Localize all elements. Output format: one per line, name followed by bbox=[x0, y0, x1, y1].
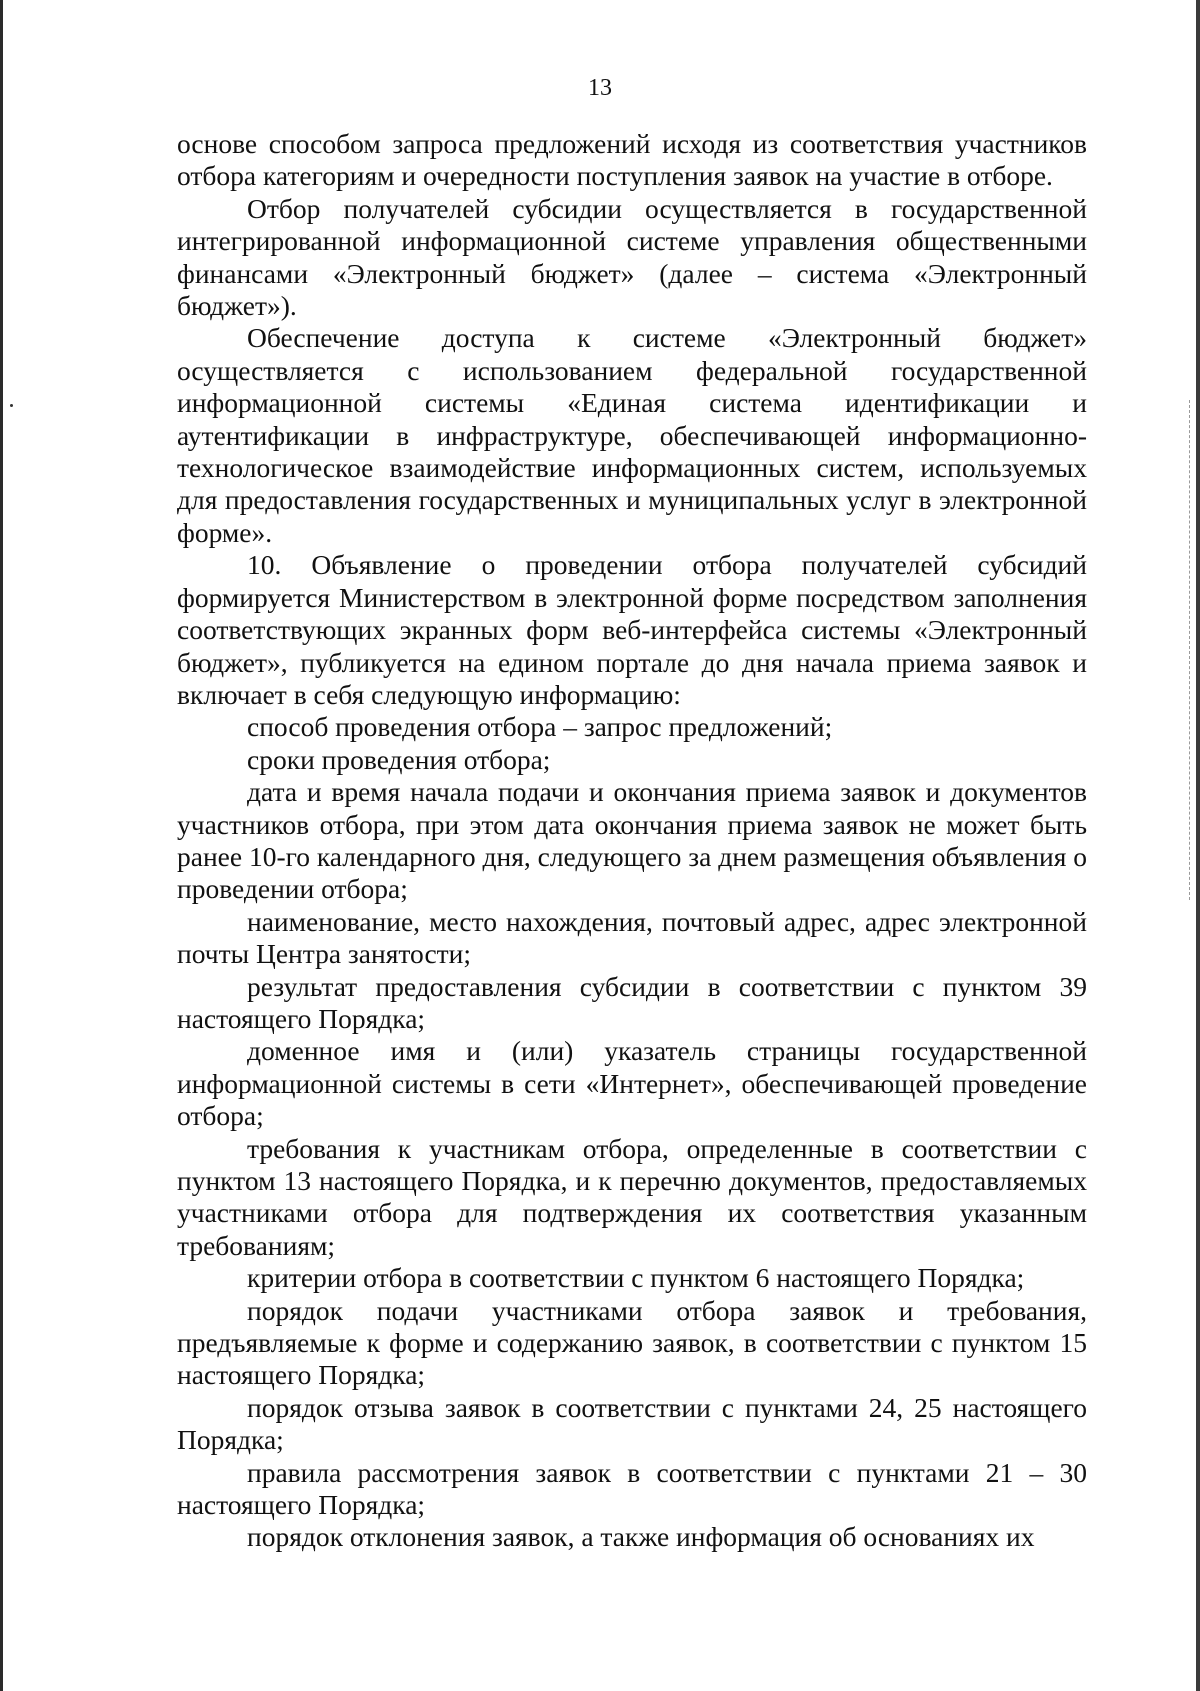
paragraph: Отбор получателей субсидии осуществляется в государственной интегрированной информационной системе управления общественными финансами «Электронный бюджет» (далее – система «Электронный бюджет»). bbox=[177, 192, 1087, 322]
list-item: способ проведения отбора – запрос предложений; bbox=[247, 711, 833, 743]
list-item: доменное имя и (или) указатель страницы государственной информационной системы в сети «Интернет», обеспечивающей проведение отбора; bbox=[177, 1035, 1087, 1132]
list-item: правила рассмотрения заявок в соответствии с пунктами 21 – 30 настоящего Порядка; bbox=[177, 1456, 1087, 1521]
list-item: дата и время начала подачи и окончания приема заявок и документов участников отбора, при этом дата окончания приема заявок не может быть ранее 10-го календарного дня, следующего за днем размещения объявления о проведении отбора; bbox=[177, 776, 1087, 905]
scan-edge-dashes bbox=[1189, 400, 1191, 900]
list-item: наименование, место нахождения, почтовый адрес, адрес электронной почты Центра занятости; bbox=[177, 905, 1087, 970]
list-item: критерии отбора в соответствии с пунктом 6 настоящего Порядка; bbox=[247, 1262, 1025, 1294]
list-item: порядок отклонения заявок, а также информация об основаниях их bbox=[247, 1521, 1035, 1553]
list-item: сроки проведения отбора; bbox=[247, 743, 551, 775]
paragraph: Обеспечение доступа к системе «Электронный бюджет» осуществляется с использованием федеральной государственной информационной системы «Единая система идентификации и аутентификации в инфраструктуре, обеспечивающей информационно-технологическое взаимодействие информационных систем, используемых для предоставления государственных и муниципальных услуг в электронной форме». bbox=[177, 322, 1087, 548]
paragraph: основе способом запроса предложений исходя из соответствия участников отбора категориям и очередности поступления заявок на участие в отборе. bbox=[177, 128, 1087, 192]
page-number: 13 bbox=[588, 75, 612, 101]
scan-edge-left bbox=[0, 0, 3, 1691]
list-item: порядок отзыва заявок в соответствии с пунктами 24, 25 настоящего Порядка; bbox=[177, 1391, 1087, 1456]
paragraph: 10. Объявление о проведении отбора получателей субсидий формируется Министерством в электронной форме посредством заполнения соответствующих экранных форм веб-интерфейса системы «Электронный бюджет», публикуется на едином портале до дня начала приема заявок и включает в себя следующую информацию: bbox=[177, 549, 1087, 710]
body-text bbox=[177, 128, 1087, 1554]
list-item: результат предоставления субсидии в соответствии с пунктом 39 настоящего Порядка; bbox=[177, 970, 1087, 1034]
list-item: порядок подачи участниками отбора заявок и требования, предъявляемые к форме и содержанию заявок, в соответствии с пунктом 15 настоящего Порядка; bbox=[177, 1294, 1087, 1391]
scan-edge-right bbox=[1196, 0, 1200, 1691]
scan-speck bbox=[10, 404, 13, 407]
list-item: требования к участникам отбора, определенные в соответствии с пунктом 13 настоящего Порядка, и к перечню документов, предоставляемых участниками отбора для подтверждения их соответствия указанным требованиям; bbox=[177, 1132, 1087, 1261]
